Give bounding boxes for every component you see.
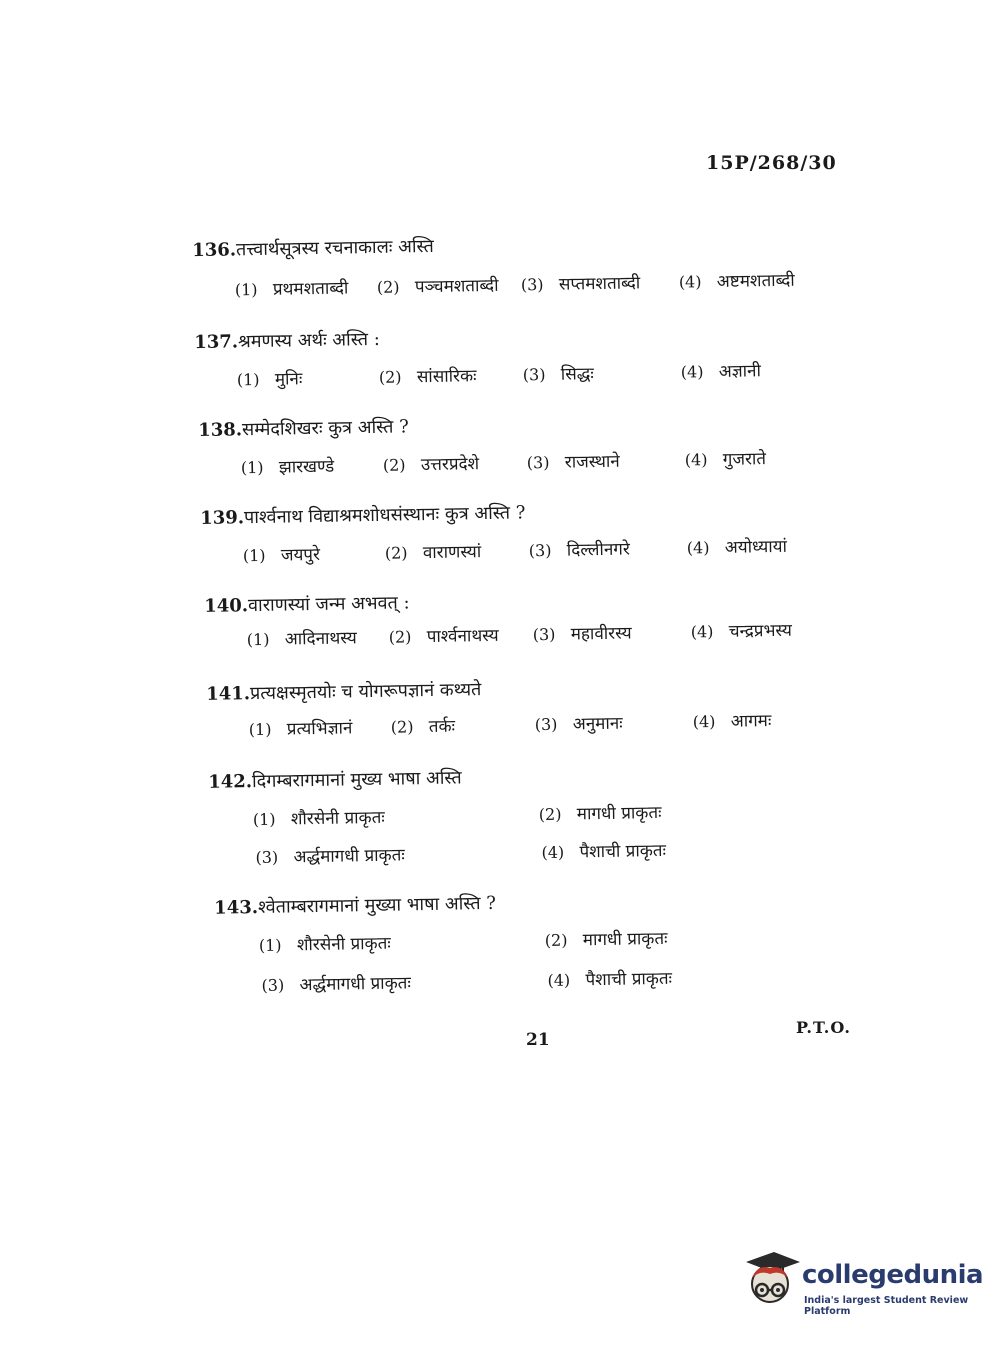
- option-3: (3) सप्तमशताब्दी: [520, 273, 641, 295]
- option-2: (2) तर्कः: [390, 716, 456, 738]
- option-4: (4) चन्द्रप्रभस्य: [690, 620, 793, 642]
- option-1: (1) प्रत्यभिज्ञानं: [248, 718, 353, 740]
- question-number: 136.: [192, 239, 237, 262]
- pto-label: P.T.O.: [796, 1018, 851, 1037]
- brand-name: collegedunia: [802, 1260, 984, 1290]
- question-text: प्रत्यक्षस्मृतयोः च योगरूपज्ञानं कथ्यते: [249, 679, 482, 705]
- question-number: 140.: [204, 595, 249, 617]
- question-number: 141.: [206, 683, 251, 705]
- question-143: [0, 882, 1001, 996]
- option-1: (1) मुनिः: [236, 369, 303, 390]
- option-1: (1) जयपुरे: [242, 544, 321, 566]
- question-text: दिगम्बरागमानां मुख्य भाषा अस्ति: [251, 767, 462, 793]
- option-4: (4) अज्ञानी: [680, 361, 762, 382]
- option-3: (3) महावीरस्य: [532, 623, 632, 645]
- option-2: (2) पञ्चमशताब्दी: [376, 275, 499, 298]
- option-3: (3) अर्द्धमागधी प्राकृतः: [261, 973, 411, 996]
- option-4: (4) आगमः: [692, 711, 772, 732]
- option-4: (4) अयोध्यायां: [686, 536, 788, 558]
- question-number: 137.: [194, 331, 239, 354]
- option-1: (1) आदिनाथस्य: [246, 628, 357, 650]
- option-1: (1) शौरसेनी प्राकृतः: [258, 933, 391, 956]
- question-136: [0, 224, 1001, 300]
- option-2: (2) पार्श्वनाथस्य: [388, 625, 499, 648]
- question-text: श्रमणस्य अर्थः अस्ति :: [237, 328, 380, 353]
- option-1: (1) झारखण्डे: [240, 456, 335, 478]
- question-text: सम्मेदशिखरः कुत्र अस्ति ?: [241, 416, 409, 441]
- option-2: (2) वाराणस्यां: [384, 542, 482, 564]
- mascot-logo-icon: [740, 1248, 802, 1318]
- option-3: (3) अर्द्धमागधी प्राकृतः: [255, 845, 405, 868]
- option-3: (3) सिद्धः: [522, 364, 594, 385]
- question-text: तत्त्वार्थसूत्रस्य रचनाकालः अस्ति: [235, 235, 435, 261]
- option-3: (3) अनुमानः: [534, 713, 623, 735]
- question-number: 142.: [208, 771, 253, 793]
- page-number: 21: [526, 1030, 550, 1050]
- option-2: (2) मागधी प्राकृतः: [544, 928, 668, 951]
- question-number: 143.: [214, 896, 259, 919]
- option-3: (3) दिल्लीनगरे: [528, 539, 630, 561]
- question-140: [0, 580, 1001, 650]
- question-138: [0, 404, 1001, 478]
- question-number: 138.: [198, 419, 243, 442]
- option-4: (4) पैशाची प्राकृतः: [541, 840, 667, 863]
- paper-code: 15P/268/30: [706, 152, 837, 174]
- option-4: (4) पैशाची प्राकृतः: [547, 968, 673, 991]
- option-1: (1) शौरसेनी प्राकृतः: [252, 807, 385, 830]
- option-4: (4) अष्टमशताब्दी: [678, 270, 795, 292]
- question-141: [0, 668, 1001, 740]
- question-text: श्वेताम्बरागमानां मुख्या भाषा अस्ति ?: [257, 892, 497, 918]
- question-number: 139.: [200, 507, 245, 529]
- collegedunia-watermark: [740, 1248, 984, 1318]
- question-142: [0, 756, 1001, 868]
- question-text: वाराणस्यां जन्म अभवत् :: [247, 592, 410, 617]
- question-text: पार्श्वनाथ विद्याश्रमशोधसंस्थानः कुत्र अस्ति ?: [243, 502, 526, 529]
- option-3: (3) राजस्थाने: [526, 451, 620, 473]
- option-1: (1) प्रथमशताब्दी: [234, 278, 349, 300]
- option-2: (2) उत्तरप्रदेशे: [382, 454, 480, 476]
- option-4: (4) गुजराते: [684, 449, 767, 470]
- question-139: [0, 492, 1001, 566]
- brand-tagline: India's largest Student Review Platform: [804, 1295, 969, 1317]
- option-2: (2) सांसारिकः: [378, 366, 477, 388]
- question-137: [0, 316, 1001, 390]
- option-2: (2) मागधी प्राकृतः: [538, 802, 662, 825]
